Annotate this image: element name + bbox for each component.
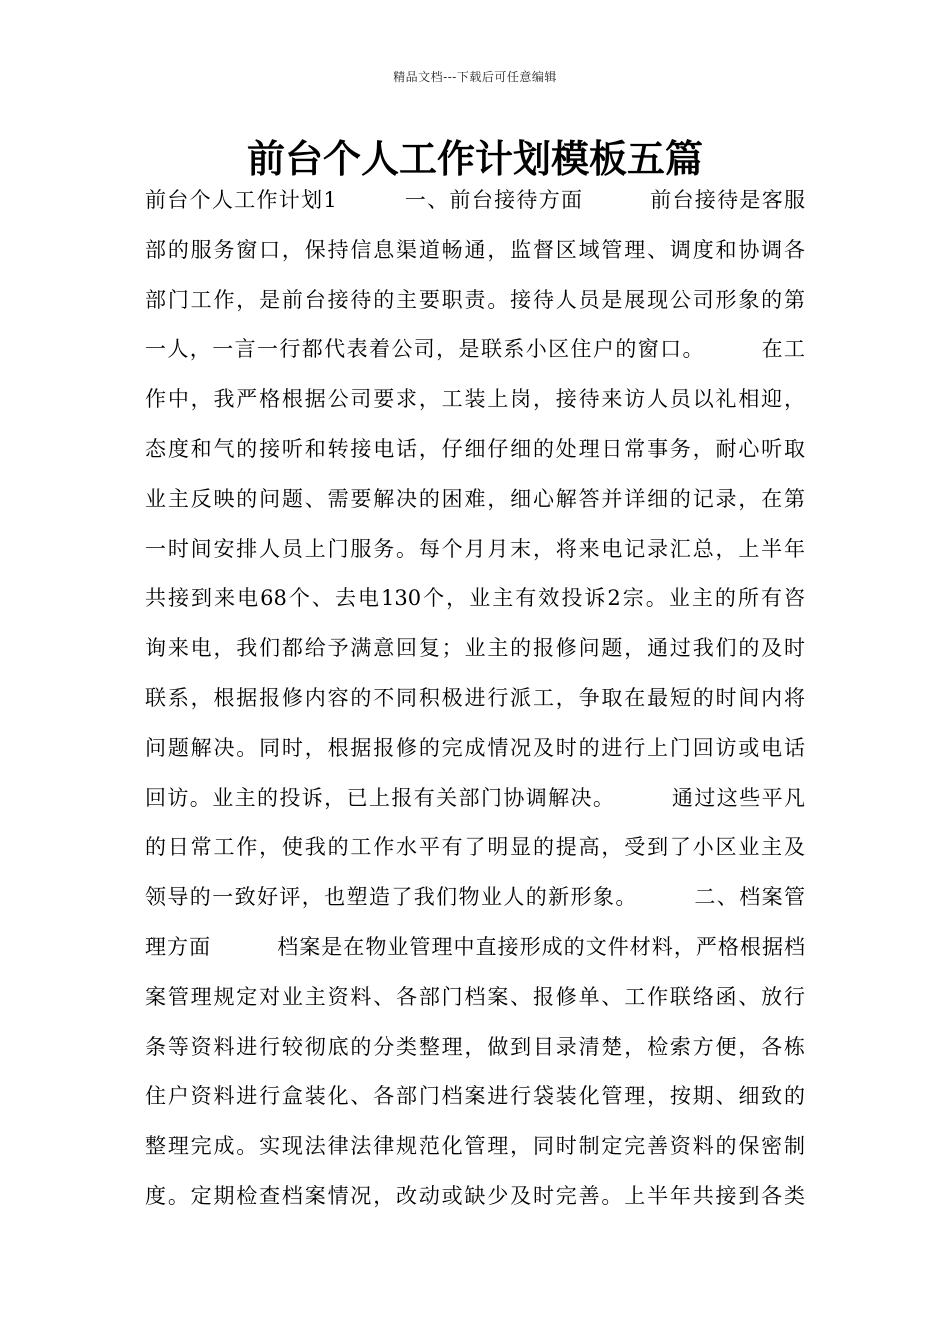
- body-line: 问题解决。同时，根据报修的完成情况及时的进行上门回访或电话: [145, 735, 805, 760]
- body-line: 理方面 档案是在物业管理中直接形成的文件材料，严格根据档: [145, 934, 805, 959]
- body-line: 一时间安排人员上门服务。每个月月末，将来电记录汇总，上半年: [145, 536, 805, 561]
- body-line: 作中，我严格根据公司要求，工装上岗，接待来访人员以礼相迎，: [145, 387, 805, 412]
- body-line: 前台个人工作计划1 一、前台接待方面 前台接待是客服: [145, 188, 805, 212]
- body-line: 共接到来电68个、去电130个，业主有效投诉2宗。业主的所有咨: [145, 586, 805, 611]
- body-line: 领导的一致好评，也塑造了我们物业人的新形象。 二、档案管: [145, 885, 805, 910]
- body-line: 一人，一言一行都代表着公司，是联系小区住户的窗口。 在工: [145, 337, 805, 362]
- body-line: 案管理规定对业主资料、各部门档案、报修单、工作联络函、放行: [145, 984, 805, 1009]
- body-line: 联系，根据报修内容的不同积极进行派工，争取在最短的时间内将: [145, 685, 805, 710]
- document-title: 前台个人工作计划模板五篇: [246, 136, 703, 181]
- header-note: 精品文档---下载后可任意编辑: [393, 70, 557, 84]
- body-line: 询来电，我们都给予满意回复；业主的报修问题，通过我们的及时: [145, 636, 805, 661]
- body-line: 回访。业主的投诉，已上报有关部门协调解决。 通过这些平凡: [145, 785, 805, 810]
- body-line: 度。定期检查档案情况，改动或缺少及时完善。上半年共接到各类: [145, 1183, 805, 1208]
- body-line: 的日常工作，使我的工作水平有了明显的提高，受到了小区业主及: [145, 835, 805, 860]
- body-line: 住户资料进行盒装化、各部门档案进行袋装化管理，按期、细致的: [145, 1084, 805, 1109]
- body-line: 条等资料进行较彻底的分类整理，做到目录清楚，检索方便，各栋: [145, 1034, 805, 1059]
- body-line: 态度和气的接听和转接电话，仔细仔细的处理日常事务，耐心听取: [145, 436, 805, 461]
- body-line: 部的服务窗口，保持信息渠道畅通，监督区域管理、调度和协调各: [145, 237, 805, 262]
- body-line: 业主反映的问题、需要解决的困难，细心解答并详细的记录，在第: [145, 486, 805, 511]
- body-line: 部门工作，是前台接待的主要职责。接待人员是展现公司形象的第: [145, 287, 805, 312]
- document-body: [145, 180, 805, 1226]
- body-line: 整理完成。实现法律法律规范化管理，同时制定完善资料的保密制: [145, 1134, 805, 1159]
